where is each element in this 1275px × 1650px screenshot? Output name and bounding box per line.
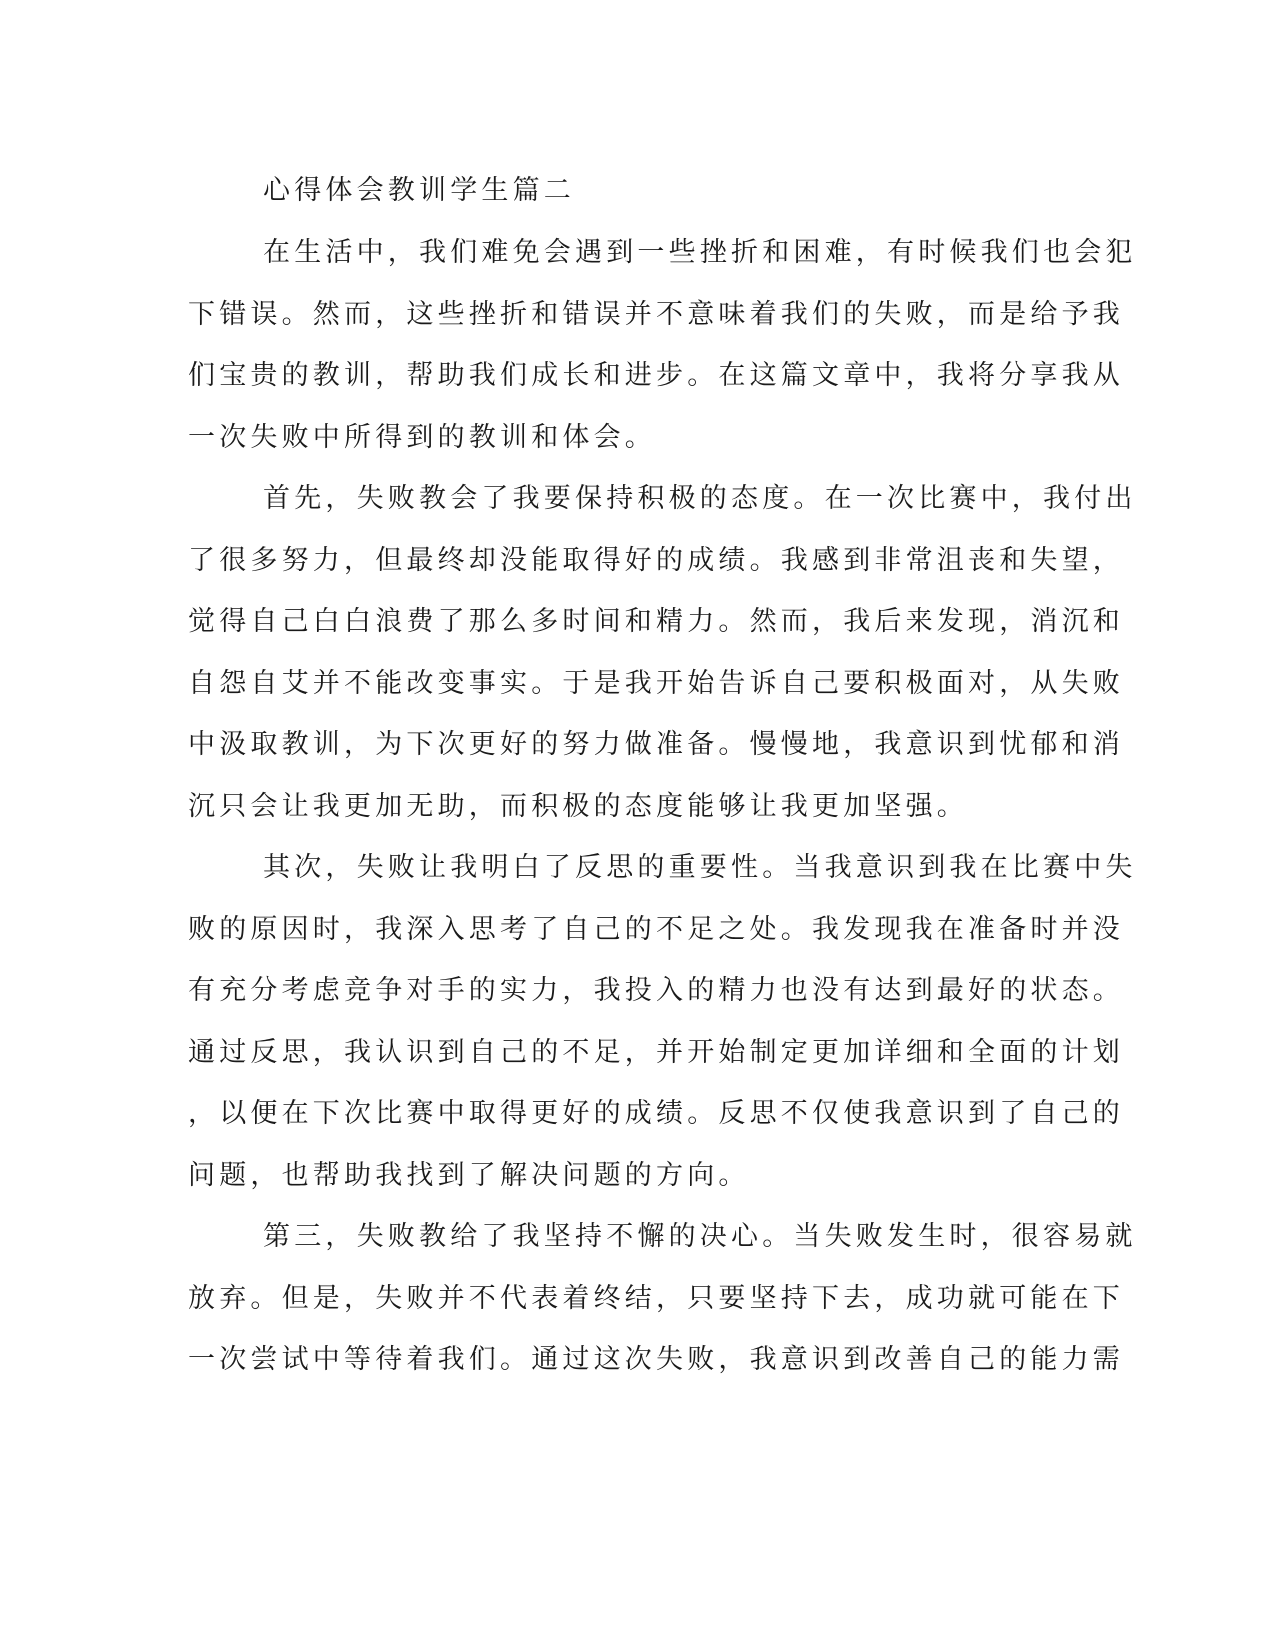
text-line: 一次失败中所得到的教训和体会。 bbox=[188, 421, 656, 453]
text-line: 通过反思，我认识到自己的不足，并开始制定更加详细和全面的计划 bbox=[188, 1036, 1124, 1068]
text-line: 有充分考虑竞争对手的实力，我投入的精力也没有达到最好的状态。 bbox=[188, 975, 1124, 1006]
text-line: 问题，也帮助我找到了解决问题的方向。 bbox=[188, 1159, 750, 1191]
text-line: 放弃。但是，失败并不代表着终结，只要坚持下去，成功就可能在下 bbox=[188, 1282, 1124, 1314]
text-line: 中汲取教训，为下次更好的努力做准备。慢慢地，我意识到忧郁和消 bbox=[188, 729, 1124, 760]
text-line: 第三，失败教给了我坚持不懈的决心。当失败发生时，很容易就 bbox=[263, 1221, 1137, 1252]
text-line: 们宝贵的教训，帮助我们成长和进步。在这篇文章中，我将分享我从 bbox=[188, 360, 1124, 391]
paragraph-second bbox=[188, 837, 1137, 1206]
text-line: 沉只会让我更加无助，而积极的态度能够让我更加坚强。 bbox=[188, 790, 968, 822]
document-body bbox=[188, 160, 1137, 1391]
text-line: 了很多努力，但最终却没能取得好的成绩。我感到非常沮丧和失望， bbox=[188, 544, 1124, 576]
paragraph-third bbox=[188, 1206, 1137, 1391]
text-line: 下错误。然而，这些挫折和错误并不意味着我们的失败，而是给予我 bbox=[188, 298, 1124, 330]
paragraph-first bbox=[188, 468, 1137, 837]
text-line: 败的原因时，我深入思考了自己的不足之处。我发现我在准备时并没 bbox=[188, 913, 1124, 945]
text-line: 在生活中，我们难免会遇到一些挫折和困难，有时候我们也会犯 bbox=[263, 237, 1137, 268]
text-line: 一次尝试中等待着我们。通过这次失败，我意识到改善自己的能力需 bbox=[188, 1344, 1124, 1375]
text-line: 首先，失败教会了我要保持积极的态度。在一次比赛中，我付出 bbox=[263, 483, 1137, 514]
text-line: 觉得自己白白浪费了那么多时间和精力。然而，我后来发现，消沉和 bbox=[188, 606, 1124, 637]
document-title: 心得体会教训学生篇二 bbox=[263, 175, 575, 206]
text-line: 自怨自艾并不能改变事实。于是我开始告诉自己要积极面对，从失败 bbox=[188, 667, 1124, 699]
paragraph-intro bbox=[188, 222, 1137, 468]
text-line: 其次，失败让我明白了反思的重要性。当我意识到我在比赛中失 bbox=[263, 852, 1137, 883]
text-line: ，以便在下次比赛中取得更好的成绩。反思不仅使我意识到了自己的 bbox=[188, 1098, 1124, 1129]
